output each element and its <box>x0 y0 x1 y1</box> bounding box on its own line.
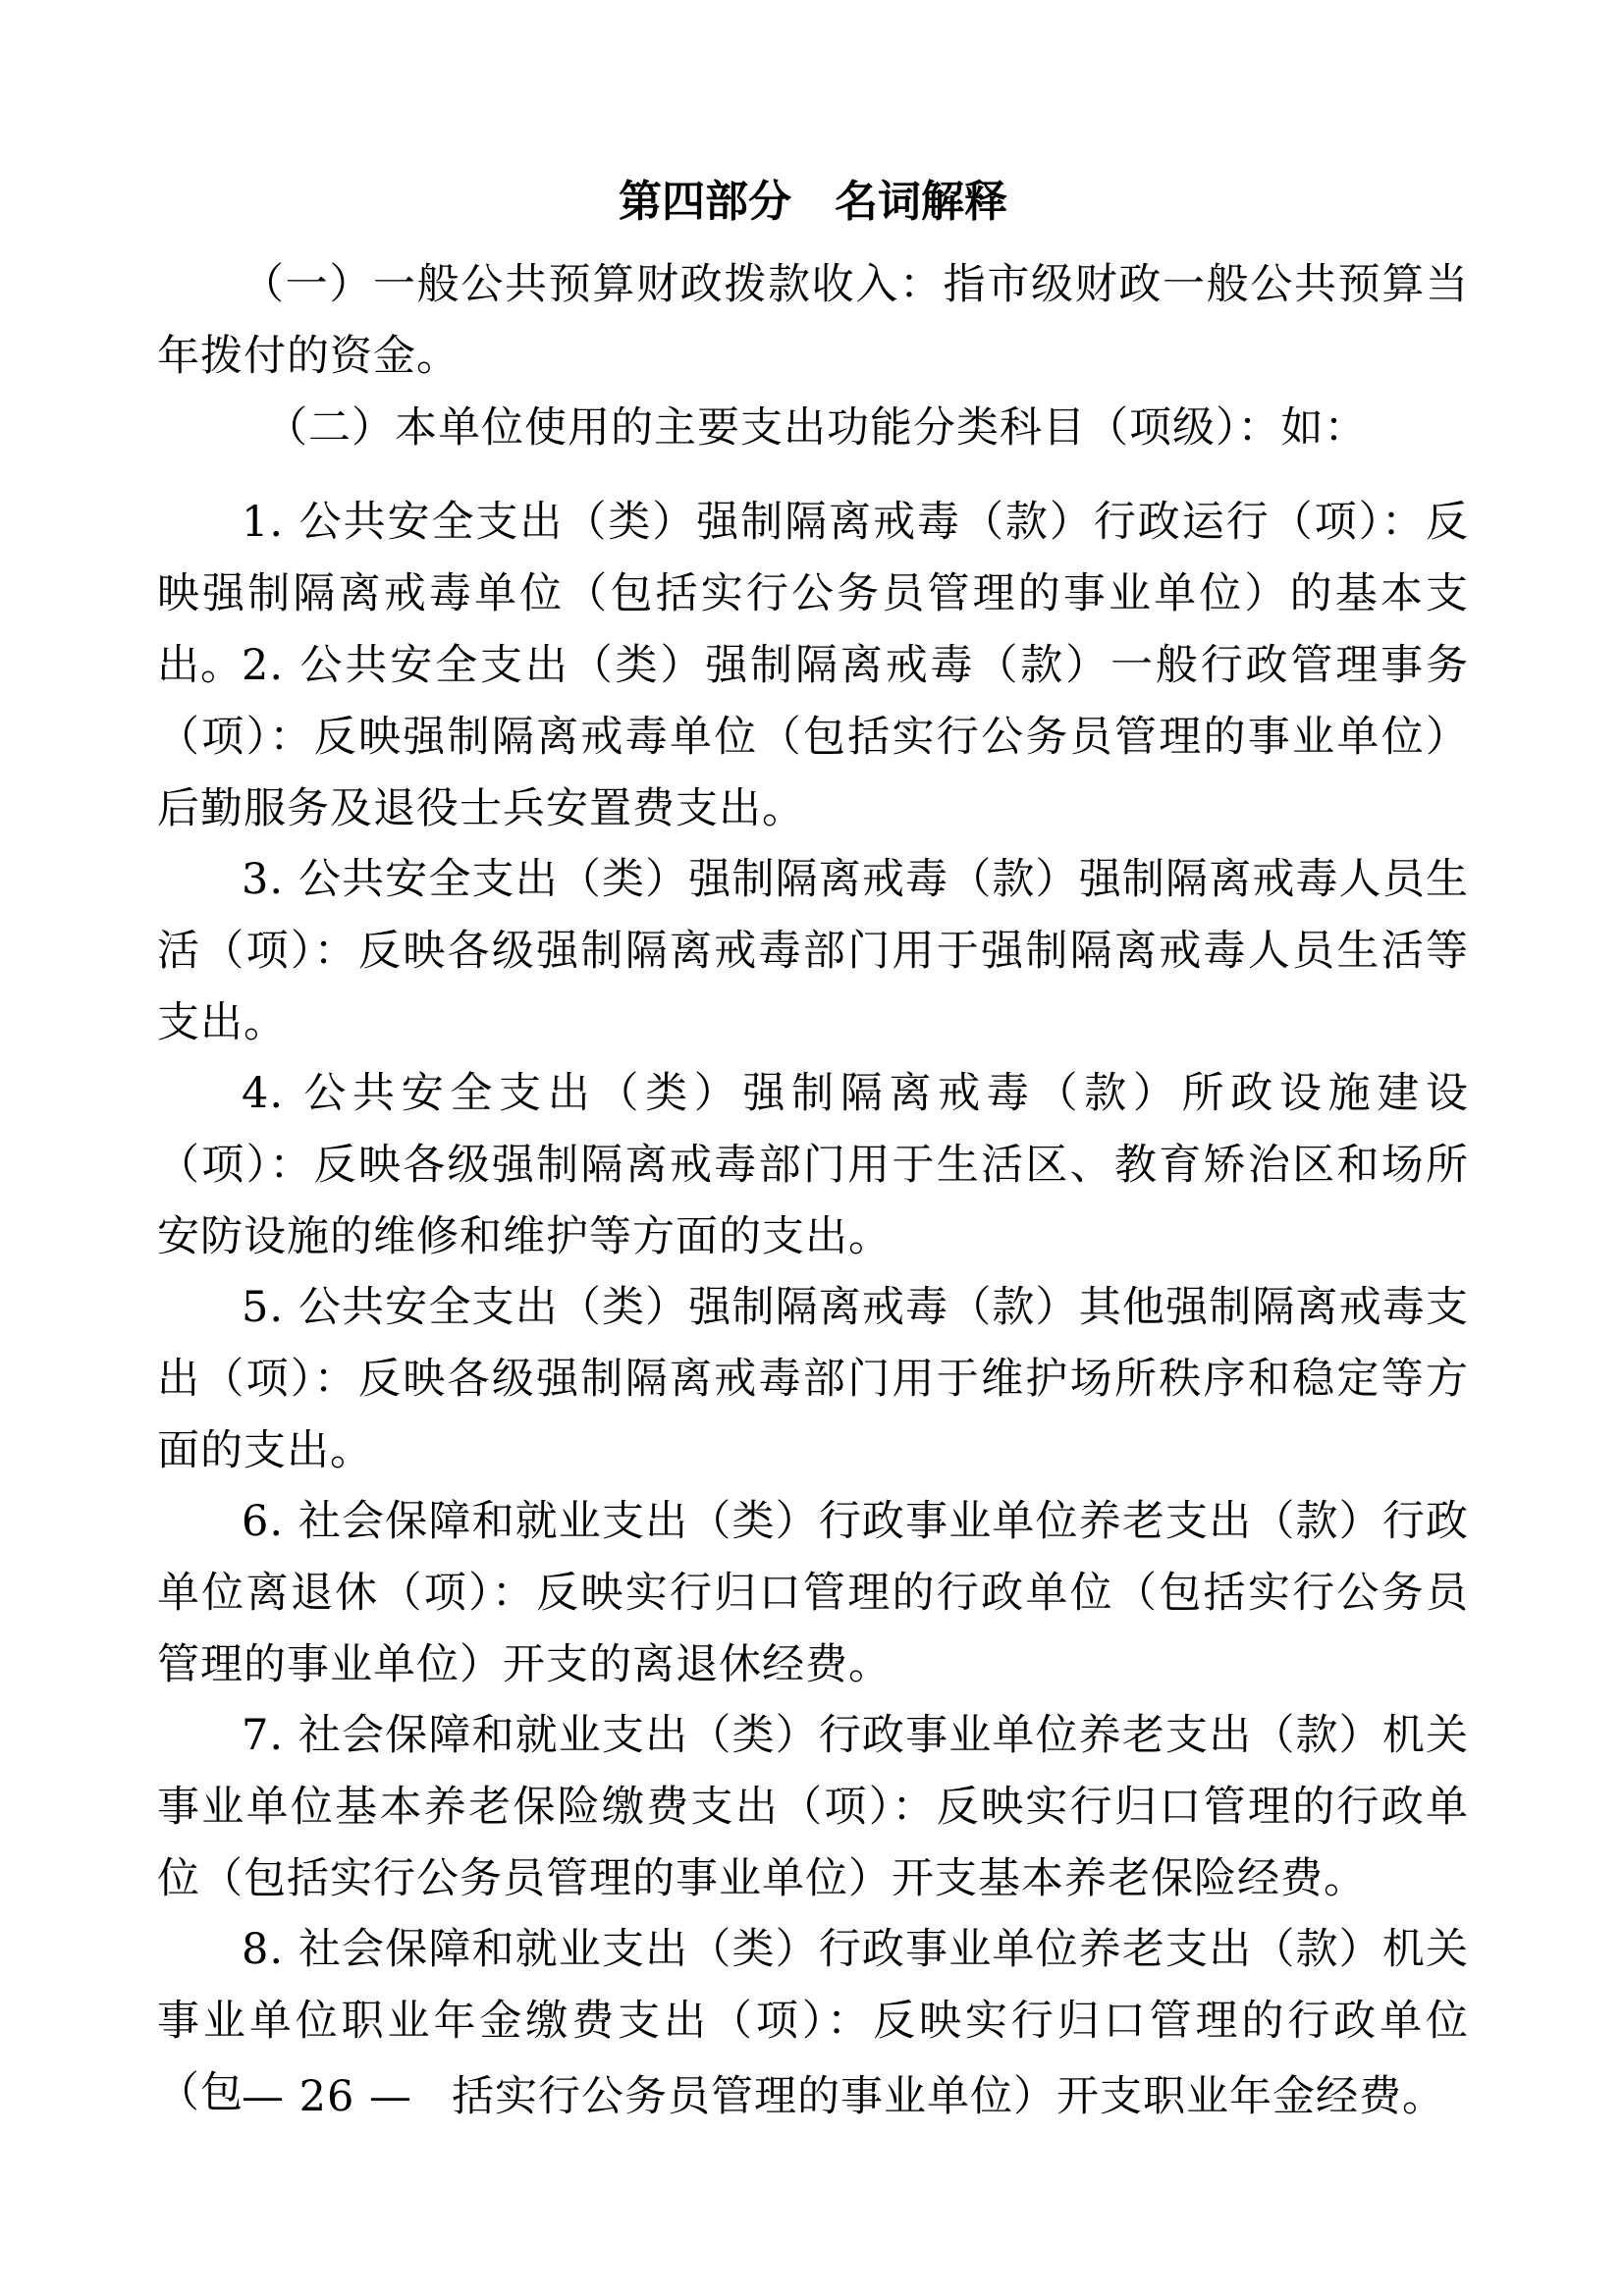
paragraph-intro-1: （一）一般公共预算财政拨款收入：指市级财政一般公共预算当年拨付的资金。 <box>157 260 1469 381</box>
list-item: 4. 公共安全支出（类）强制隔离戒毒（款）所政设施建设（项）：反映各级强制隔离戒毒部门用于生活区、教育矫治区和场所安防设施的维修和维护等方面的支出。 <box>157 1069 1469 1261</box>
footer-line <box>157 2061 1469 2133</box>
list-item: 2. 公共安全支出（类）强制隔离戒毒（款）一般行政管理事务（项）：反映强制隔离戒毒单位（包括实行公务员管理的事业单位）后勤服务及退役士兵安置费支出。 <box>157 641 1469 833</box>
section-title: 第四部分 名词解释 <box>619 177 1007 227</box>
paragraph-intro-2: （二）本单位使用的主要支出功能分类科目（项级）：如： <box>265 403 1368 453</box>
list-item: 8. 社会保障和就业支出（类）行政事业单位养老支出（款）机关事业单位职业年金缴费支出（项）：反映实行归口管理的行政单位（包 <box>157 1925 1469 2117</box>
list-item: 5. 公共安全支出（类）强制隔离戒毒（款）其他强制隔离戒毒支出（项）：反映各级强制隔离戒毒部门用于维护场所秩序和稳定等方面的支出。 <box>157 1283 1469 1475</box>
list-item: 3. 公共安全支出（类）强制隔离戒毒（款）强制隔离戒毒人员生活（项）：反映各级强制隔离戒毒部门用于强制隔离戒毒人员生活等支出。 <box>157 855 1469 1047</box>
list-item: 6. 社会保障和就业支出（类）行政事业单位养老支出（款）行政单位离退休（项）：反映实行归口管理的行政单位（包括实行公务员管理的事业单位）开支的离退休经费。 <box>157 1497 1469 1689</box>
list-item-continuation: 括实行公务员管理的事业单位）开支职业年金经费。 <box>452 2072 1446 2121</box>
page-number: — 26 — <box>242 2072 413 2121</box>
list-item: 1. 公共安全支出（类）强制隔离戒毒（款）行政运行（项）：反映强制隔离戒毒单位（包括实行公务员管理的事业单位）的基本支出。 <box>157 498 1469 690</box>
list-item: 7. 社会保障和就业支出（类）行政事业单位养老支出（款）机关事业单位基本养老保险缴费支出（项）：反映实行归口管理的行政单位（包括实行公务员管理的事业单位）开支基本养老保险经费。 <box>157 1711 1469 1903</box>
